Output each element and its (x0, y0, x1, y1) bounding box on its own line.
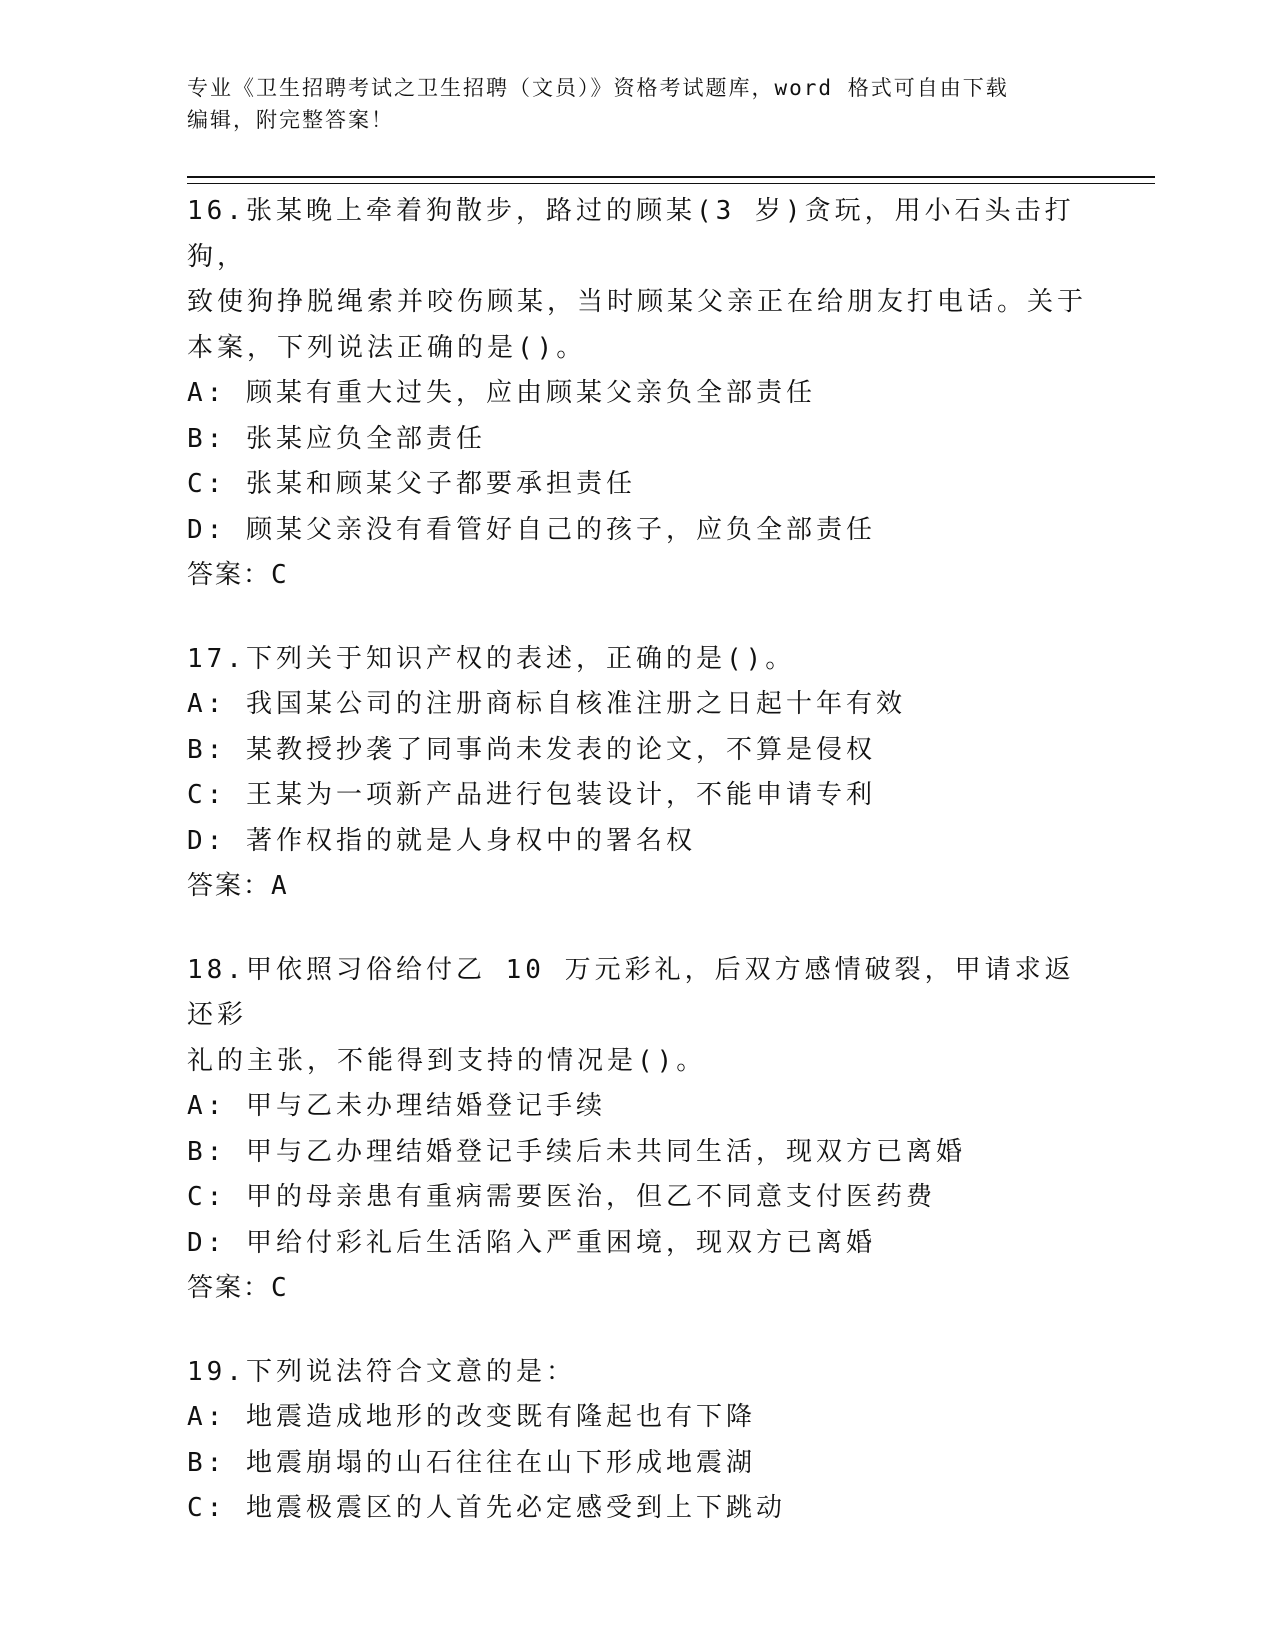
question-18 (187, 948, 1087, 1312)
option-c: C: 张某和顾某父子都要承担责任 (187, 469, 636, 499)
question-stem (187, 637, 1087, 683)
document-header (187, 72, 1087, 136)
question-19 (187, 1350, 1087, 1532)
header-rule-thick (187, 176, 1155, 178)
option-a: A: 顾某有重大过失，应由顾某父亲负全部责任 (187, 378, 816, 408)
answer: 答案：A (187, 871, 289, 901)
header-line-1: 专业《卫生招聘考试之卫生招聘（文员）》资格考试题库，word 格式可自由下载 (187, 76, 1009, 100)
stem-line: 礼的主张，不能得到支持的情况是()。 (187, 1045, 707, 1076)
option-a: A: 我国某公司的注册商标自核准注册之日起十年有效 (187, 689, 906, 719)
question-stem (187, 1350, 1087, 1396)
header-rule-thin (187, 183, 1155, 184)
option-b: B: 甲与乙办理结婚登记手续后未共同生活，现双方已离婚 (187, 1136, 966, 1167)
option-c: C: 甲的母亲患有重病需要医治，但乙不同意支付医药费 (187, 1182, 936, 1212)
option-b: B: 某教授抄袭了同事尚未发表的论文，不算是侵权 (187, 734, 876, 765)
option-d: D: 甲给付彩礼后生活陷入严重困境，现双方已离婚 (187, 1227, 876, 1258)
answer: 答案：C (187, 1273, 289, 1303)
stem-line: 17.下列关于知识产权的表述，正确的是()。 (187, 643, 796, 674)
option-c: C: 王某为一项新产品进行包装设计，不能申请专利 (187, 780, 876, 810)
option-a: A: 地震造成地形的改变既有隆起也有下降 (187, 1402, 756, 1432)
option-d: D: 顾某父亲没有看管好自己的孩子，应负全部责任 (187, 514, 876, 545)
stem-line: 19.下列说法符合文意的是： (187, 1356, 576, 1387)
option-b: B: 张某应负全部责任 (187, 423, 486, 454)
answer: 答案：C (187, 560, 289, 590)
header-line-2: 编辑，附完整答案！ (187, 108, 394, 132)
stem-line: 本案，下列说法正确的是()。 (187, 332, 587, 363)
stem-line: 16.张某晚上牵着狗散步，路过的顾某(3 岁)贪玩，用小石头击打狗， (187, 196, 1075, 272)
option-d: D: 著作权指的就是人身权中的署名权 (187, 825, 696, 856)
question-list (187, 189, 1087, 1570)
stem-line: 致使狗挣脱绳索并咬伤顾某，当时顾某父亲正在给朋友打电话。关于 (187, 287, 1088, 317)
question-stem (187, 189, 1087, 371)
question-17 (187, 637, 1087, 910)
stem-line: 18.甲依照习俗给付乙 10 万元彩礼，后双方感情破裂，甲请求返还彩 (187, 954, 1075, 1030)
option-a: A: 甲与乙未办理结婚登记手续 (187, 1091, 606, 1121)
option-b: B: 地震崩塌的山石往往在山下形成地震湖 (187, 1447, 756, 1478)
option-c: C: 地震极震区的人首先必定感受到上下跳动 (187, 1493, 786, 1523)
question-16 (187, 189, 1087, 599)
question-stem (187, 948, 1087, 1085)
